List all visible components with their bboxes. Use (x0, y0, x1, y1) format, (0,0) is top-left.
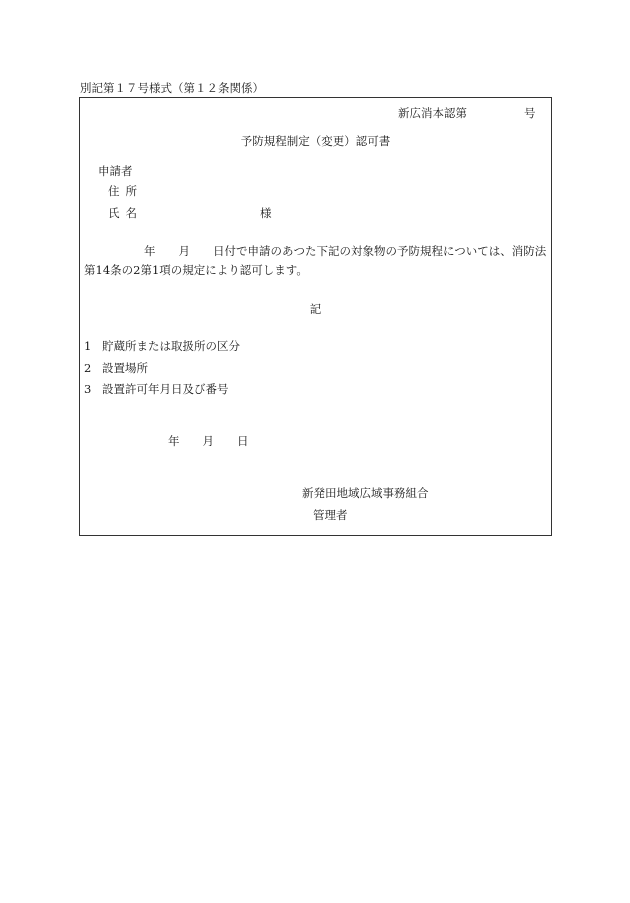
applicant-label: 申請者 (98, 164, 133, 178)
item-number: 3 (84, 382, 92, 396)
item-text: 設置許可年月日及び番号 (102, 382, 229, 396)
document-title: 予防規程制定（変更）認可書 (240, 134, 391, 148)
record-heading: 記 (309, 302, 322, 316)
form-caption: 別記第１７号様式（第１２条関係） (80, 81, 264, 95)
item-text: 貯蔵所または取扱所の区分 (102, 339, 240, 353)
approval-number-prefix: 新広消本認第 (398, 106, 467, 120)
issuer-organization: 新発田地域広域事務組合 (302, 486, 429, 500)
approval-form (79, 97, 552, 536)
date-line: 年 月 日 (168, 434, 249, 448)
issuer-title: 管理者 (313, 508, 348, 522)
honorific: 様 (260, 206, 272, 220)
body-text-line-1: 年 月 日付で申請のあつた下記の対象物の予防規程については、消防法 (144, 244, 547, 258)
list-item (84, 339, 240, 353)
item-text: 設置場所 (102, 361, 148, 375)
list-item (84, 361, 148, 375)
list-item (84, 382, 229, 396)
name-label: 氏名 (108, 206, 143, 220)
item-number: 1 (84, 339, 92, 353)
approval-number-suffix: 号 (524, 106, 536, 120)
item-number: 2 (84, 361, 92, 375)
body-text-line-2: 第14条の2第1項の規定により認可します。 (84, 263, 308, 277)
address-label: 住所 (108, 184, 143, 198)
